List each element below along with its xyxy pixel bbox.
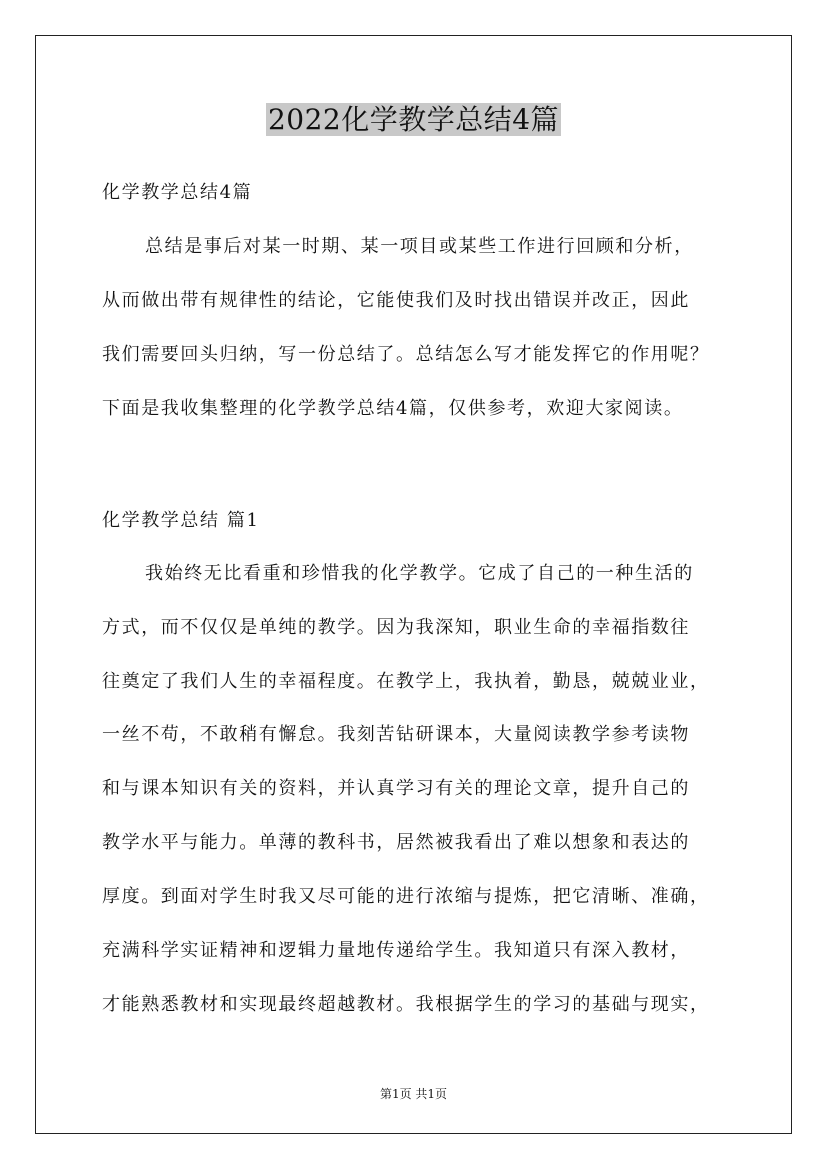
body-line: 才能熟悉教材和实现最终超越教材。我根据学生的学习的基础与现实， (102, 994, 710, 1015)
intro-line: 总结是事后对某一时期、某一项目或某些工作进行回顾和分析， (145, 236, 694, 257)
body-line: 厚度。到面对学生时我又尽可能的进行浓缩与提炼，把它清晰、准确， (102, 886, 710, 907)
body-line: 一丝不苟，不敢稍有懈怠。我刻苦钻研课本，大量阅读教学参考读物 (102, 724, 690, 745)
document-title: 2022化学教学总结4篇 (267, 103, 560, 136)
intro-line: 从而做出带有规律性的结论，它能使我们及时找出错误并改正，因此 (102, 290, 690, 311)
body-line: 我始终无比看重和珍惜我的化学教学。它成了自己的一种生活的 (145, 563, 694, 584)
page-footer: 第1页 共1页 (379, 1087, 448, 1101)
body-line: 教学水平与能力。单薄的教科书，居然被我看出了难以想象和表达的 (102, 832, 690, 853)
intro-line: 下面是我收集整理的化学教学总结4篇，仅供参考，欢迎大家阅读。 (102, 398, 684, 419)
document-title-wrap (0, 100, 827, 140)
intro-line: 我们需要回头归纳，写一份总结了。总结怎么写才能发挥它的作用呢？ (102, 344, 710, 365)
body-line: 充满科学实证精神和逻辑力量地传递给学生。我知道只有深入教材， (102, 940, 690, 961)
document-subtitle: 化学教学总结4篇 (102, 182, 253, 203)
body-line: 往奠定了我们人生的幸福程度。在教学上，我执着，勤恳，兢兢业业， (102, 671, 710, 692)
section-heading: 化学教学总结 篇1 (102, 510, 260, 531)
body-line: 方式，而不仅仅是单纯的教学。因为我深知，职业生命的幸福指数往 (102, 617, 690, 638)
body-line: 和与课本知识有关的资料，并认真学习有关的理论文章，提升自己的 (102, 778, 690, 799)
